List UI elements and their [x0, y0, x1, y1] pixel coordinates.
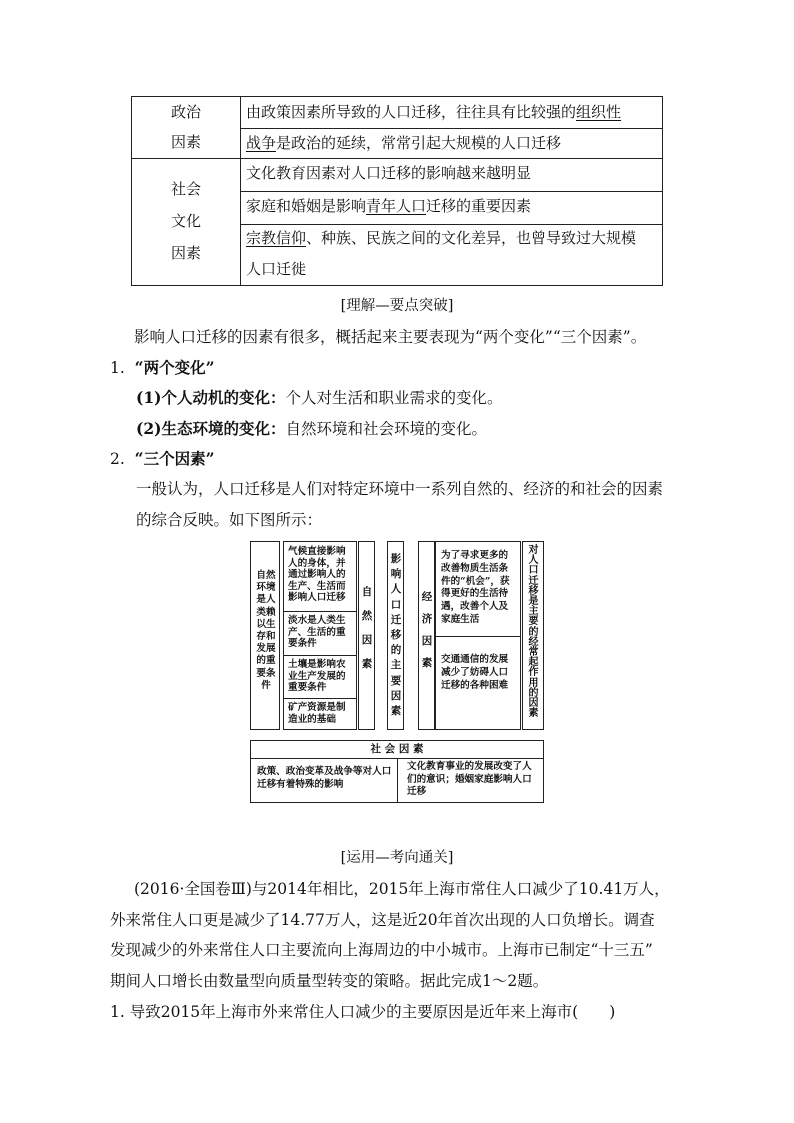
- social-item-2: 文化教育事业的发展改变了人们的意识；婚姻家庭影响人口迁移: [407, 761, 532, 797]
- cell-text: 、种族、民族之间的文化差异，也曾导致过大规模: [306, 229, 637, 247]
- point-2-line-2: 的综合反映。如下图所示：: [136, 511, 323, 529]
- center-label-box: [387, 541, 404, 730]
- natural-item-1: 气候直接影响人的身体，并通过影响人的生产、生活而影响人口迁移: [288, 546, 346, 603]
- table-cell: [246, 132, 561, 153]
- point-title: “两个变化”: [134, 358, 215, 377]
- intro-paragraph: 影响人口迁移的因素有很多，概括起来主要表现为“两个变化”“三个因素”。: [134, 328, 647, 346]
- cell-text: 人口迁徙: [246, 260, 307, 278]
- natural-label-box: [358, 541, 375, 730]
- factor-table: [131, 96, 663, 286]
- table-line: [132, 158, 662, 159]
- table-cell: [246, 258, 306, 279]
- economic-label-box: [418, 541, 435, 730]
- point-1-item-2: [136, 417, 487, 439]
- social-item-1: 政策、政治变革及战争等对人口迁移有着特殊的影响: [257, 766, 392, 790]
- table-line: [240, 128, 662, 129]
- section-heading-apply: [运用—考向通关]: [340, 850, 454, 866]
- separator: [397, 758, 398, 802]
- separator: [284, 698, 356, 699]
- category-line: 因素: [170, 244, 201, 262]
- question-line-2: 外来常住人口更是减少了14.77万人，这是近20年首次出现的人口负增长。调查: [110, 911, 655, 929]
- item-text: 个人对生活和职业需求的变化。: [285, 389, 503, 407]
- center-label: 影响人口迁移的主要因素: [390, 553, 402, 718]
- question-line-1: (2016·全国卷Ⅲ)与2014年相比，2015年上海市常住人口减少了10.41万人，: [134, 880, 670, 898]
- table-cell: [246, 162, 531, 183]
- natural-item-2: 淡水是人类生产、生活的重要条件: [288, 615, 346, 649]
- category-line: 社会: [170, 180, 201, 198]
- cell-text-underlined: 青年人口: [366, 197, 427, 215]
- natural-item-3: 土壤是影响农业生产发展的重要条件: [288, 659, 346, 693]
- point-2-heading: [110, 447, 215, 469]
- separator: [284, 655, 356, 656]
- section-heading-understand: [理解—要点突破]: [340, 298, 454, 314]
- social-label: 社 会 因 素: [370, 743, 424, 755]
- table-cell: [246, 195, 531, 216]
- cell-text-underlined: 组织性: [576, 103, 622, 121]
- cell-text-underlined: 战争: [246, 134, 277, 152]
- item-label: (2)生态环境的变化：: [136, 419, 286, 438]
- economic-item-2: 交通通信的发展减少了妨碍人口迁移的各种困难: [441, 654, 509, 691]
- point-1-heading: [110, 356, 215, 378]
- cell-text: 迁移的重要因素: [426, 197, 532, 215]
- point-2-line-1: 一般认为，人口迁移是人们对特定环境中一系列自然的、经济的和社会的因素: [136, 480, 664, 498]
- question-line-3: 发现减少的外来常住人口主要流向上海周边的中小城市。上海市已制定“十三五”: [110, 941, 653, 959]
- item-text: 自然环境和社会环境的变化。: [285, 420, 487, 438]
- category-line: 政治: [170, 103, 201, 121]
- right-box: [522, 541, 544, 730]
- left-box: [250, 541, 280, 730]
- point-title: “三个因素”: [134, 449, 215, 468]
- category-line: 因素: [170, 133, 201, 151]
- question-line-4: 期间人口增长由数量型向质量型转变的策略。据此完成1～2题。: [110, 972, 549, 990]
- cell-text: 文化教育因素对人口迁移的影响越来越明显: [246, 164, 532, 182]
- cell-text: 家庭和婚姻是影响: [246, 197, 367, 215]
- category-social-culture: [132, 173, 240, 269]
- question-1: 1. 导致2015年上海市外来常住人口减少的主要原因是近年来上海市( ): [110, 1003, 616, 1021]
- left-box-text: 自然环境是人类赖以生存和发展的重要条件: [256, 570, 276, 691]
- table-cell: [246, 101, 621, 122]
- cell-text: 是政治的延续，常常引起大规模的人口迁移: [276, 134, 562, 152]
- item-label: (1)个人动机的变化：: [136, 388, 286, 407]
- economic-label: 经济因素: [421, 591, 433, 669]
- cell-text: 由政策因素所导致的人口迁移，往往具有比较强的: [246, 103, 577, 121]
- separator: [284, 611, 356, 612]
- table-cell: [246, 227, 636, 248]
- table-line: [240, 191, 662, 192]
- category-political: [132, 97, 240, 157]
- natural-label: 自然因素: [361, 586, 373, 670]
- point-1-item-1: [136, 386, 502, 408]
- social-factor-box: [250, 740, 544, 803]
- category-line: 文化: [170, 212, 201, 230]
- table-line: [240, 224, 662, 225]
- natural-item-4: 矿产资源是制造业的基础: [288, 702, 346, 725]
- separator: [436, 636, 520, 637]
- natural-items-box: [283, 541, 357, 730]
- point-number: 2.: [110, 450, 125, 468]
- right-box-text: 对人口迁移是主要的经常起作用的因素: [528, 545, 539, 720]
- cell-text-underlined: 宗教信仰: [246, 229, 307, 247]
- economic-item-1: 为了寻求更多的改善物质生活条件的“机会”，获得更好的生活待遇，改善个人及家庭生活: [441, 550, 510, 625]
- economic-items-box: [435, 541, 521, 730]
- point-number: 1.: [110, 359, 125, 377]
